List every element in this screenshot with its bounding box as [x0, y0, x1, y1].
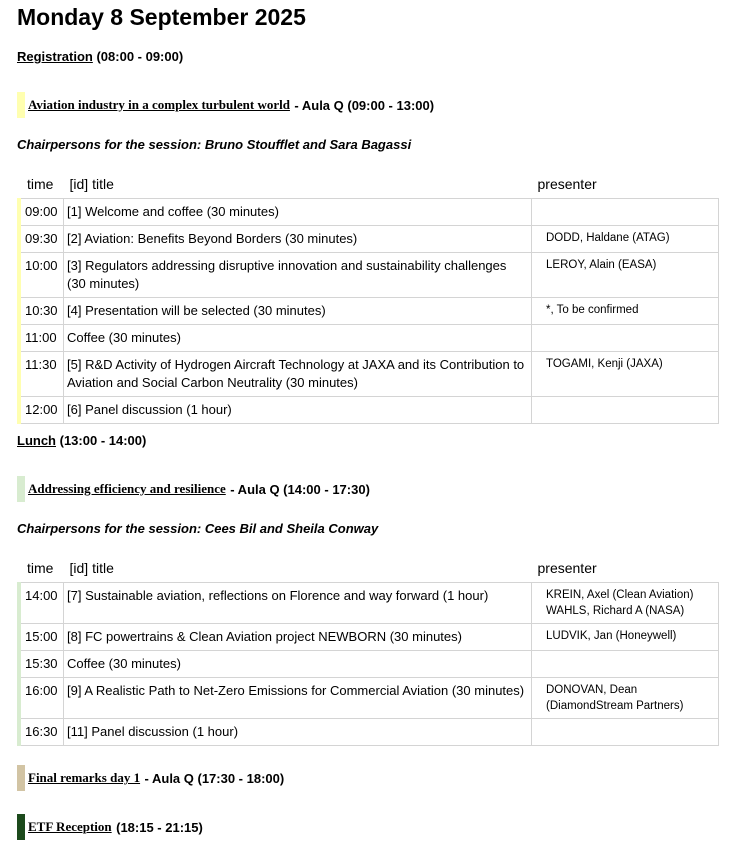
row-title: Coffee (30 minutes) [64, 651, 532, 678]
table-row [19, 624, 719, 651]
row-presenter: DONOVAN, Dean (DiamondStream Partners) [532, 678, 719, 719]
row-title[interactable]: [5] R&D Activity of Hydrogen Aircraft Technology at JAXA and its Contribution to Aviation and Social Carbon Neutrality (30 minutes) [64, 352, 532, 397]
session-color-marker [17, 765, 25, 791]
row-title[interactable]: [11] Panel discussion (1 hour) [64, 719, 532, 746]
table-row [19, 583, 719, 624]
row-title[interactable]: [7] Sustainable aviation, reflections on Florence and way forward (1 hour) [64, 583, 532, 624]
header-presenter: presenter [537, 176, 597, 192]
table-row [19, 325, 719, 352]
row-time: 15:30 [19, 651, 64, 678]
session-2-title-link[interactable]: Addressing efficiency and resilience [28, 481, 226, 496]
row-presenter [532, 719, 719, 746]
session-2-heading [17, 476, 370, 502]
row-presenter [532, 199, 719, 226]
lunch-time: (13:00 - 14:00) [59, 433, 147, 448]
header-time: time [27, 560, 54, 576]
reception-time: (18:15 - 21:15) [116, 819, 203, 835]
header-title: [id] title [69, 560, 114, 576]
registration-line [17, 49, 183, 64]
header-title: [id] title [69, 176, 114, 192]
row-presenter: DODD, Haldane (ATAG) [532, 226, 719, 253]
table-row [19, 352, 719, 397]
row-time: 16:00 [19, 678, 64, 719]
row-presenter: KREIN, Axel (Clean Aviation) [546, 589, 694, 601]
lunch-link[interactable]: Lunch [17, 433, 56, 448]
session-color-marker [17, 92, 25, 118]
row-title[interactable]: [1] Welcome and coffee (30 minutes) [64, 199, 532, 226]
row-time: 12:00 [19, 397, 64, 424]
table-row [19, 651, 719, 678]
registration-link[interactable]: Registration [17, 49, 93, 64]
table-row [19, 397, 719, 424]
row-time: 10:00 [19, 253, 64, 298]
session-1-heading [17, 92, 434, 118]
row-time: 16:30 [19, 719, 64, 746]
row-time: 09:00 [19, 199, 64, 226]
table-row [19, 226, 719, 253]
row-presenters [532, 583, 719, 624]
session-1-chairs: Chairpersons for the session: Bruno Stoufflet and Sara Bagassi [17, 137, 412, 152]
table-row [19, 678, 719, 719]
session-color-marker [17, 476, 25, 502]
reception-link[interactable]: ETF Reception [28, 819, 112, 834]
row-time: 11:00 [19, 325, 64, 352]
session-2-location: - Aula Q (14:00 - 17:30) [230, 481, 370, 497]
row-presenter [532, 397, 719, 424]
row-title[interactable]: [2] Aviation: Benefits Beyond Borders (30 minutes) [64, 226, 532, 253]
row-presenter: *, To be confirmed [532, 298, 719, 325]
row-title: Coffee (30 minutes) [64, 325, 532, 352]
row-presenter: TOGAMI, Kenji (JAXA) [532, 352, 719, 397]
session-color-marker [17, 814, 25, 840]
row-time: 11:30 [19, 352, 64, 397]
final-remarks-heading [17, 765, 284, 791]
row-presenter: LEROY, Alain (EASA) [532, 253, 719, 298]
row-title[interactable]: [9] A Realistic Path to Net-Zero Emissions for Commercial Aviation (30 minutes) [64, 678, 532, 719]
row-presenter: LUDVIK, Jan (Honeywell) [532, 624, 719, 651]
table-row [19, 719, 719, 746]
session-1-title-link[interactable]: Aviation industry in a complex turbulent world [28, 97, 290, 112]
table-row [19, 199, 719, 226]
row-presenter [532, 325, 719, 352]
reception-heading [17, 814, 203, 840]
session-1-table [17, 172, 719, 424]
lunch-line [17, 433, 146, 448]
header-presenter: presenter [537, 560, 597, 576]
page-title: Monday 8 September 2025 [17, 4, 306, 30]
session-2-table [17, 556, 719, 746]
row-title[interactable]: [4] Presentation will be selected (30 minutes) [64, 298, 532, 325]
row-title[interactable]: [8] FC powertrains & Clean Aviation project NEWBORN (30 minutes) [64, 624, 532, 651]
table-row [19, 298, 719, 325]
session-2-chairs: Chairpersons for the session: Cees Bil and Sheila Conway [17, 521, 379, 536]
row-title[interactable]: [3] Regulators addressing disruptive innovation and sustainability challenges (30 minutes) [64, 253, 532, 298]
row-presenter [532, 651, 719, 678]
registration-time: (08:00 - 09:00) [96, 49, 184, 64]
row-time: 15:00 [19, 624, 64, 651]
final-remarks-link[interactable]: Final remarks day 1 [28, 770, 141, 785]
session-1-location: - Aula Q (09:00 - 13:00) [294, 97, 435, 113]
row-time: 14:00 [19, 583, 64, 624]
row-presenter: WAHLS, Richard A (NASA) [546, 605, 685, 617]
table-row [19, 253, 719, 298]
final-remarks-location: - Aula Q (17:30 - 18:00) [144, 770, 285, 786]
row-time: 10:30 [19, 298, 64, 325]
row-title[interactable]: [6] Panel discussion (1 hour) [64, 397, 532, 424]
header-time: time [27, 176, 54, 192]
row-time: 09:30 [19, 226, 64, 253]
